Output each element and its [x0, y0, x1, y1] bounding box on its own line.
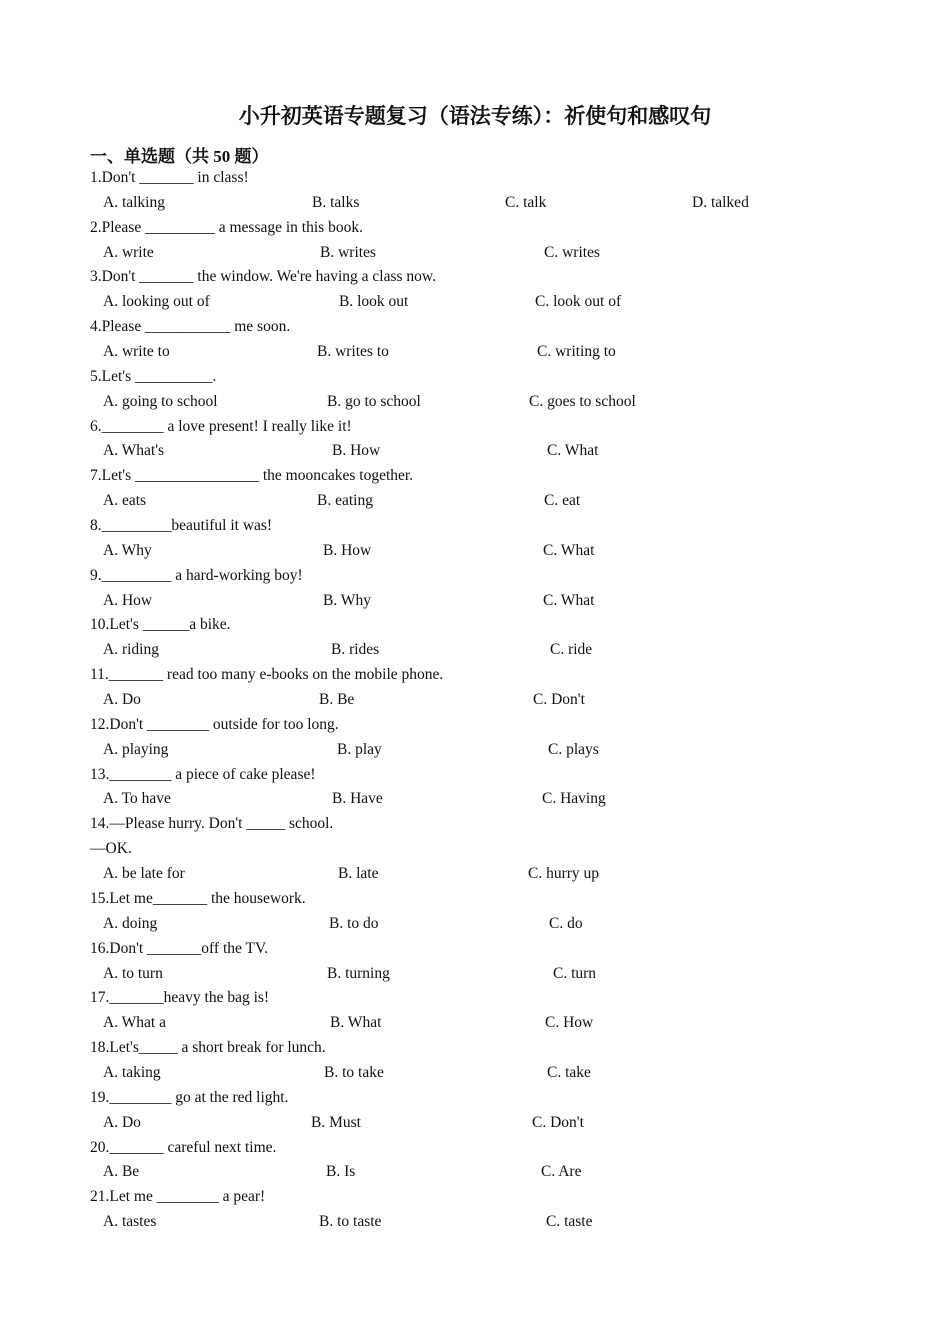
answer-option-c: C. How: [545, 1014, 594, 1032]
answer-option-c: C. Don't: [533, 691, 585, 709]
answer-options: [0, 390, 950, 415]
answer-option-b: B. eating: [317, 492, 373, 510]
question-text: 6.________ a love present! I really like it!: [90, 417, 352, 435]
answer-options: [0, 962, 950, 987]
question-text: 3.Don't _______ the window. We're having a class now.: [90, 268, 436, 286]
answer-option-a: A. Be: [103, 1163, 140, 1181]
answer-option-a: A. tastes: [103, 1213, 157, 1231]
question-8: [0, 514, 950, 564]
answer-options: [0, 1111, 950, 1136]
question-text: 20._______ careful next time.: [90, 1138, 277, 1156]
answer-option-a: A. What's: [103, 442, 165, 460]
answer-options: [0, 489, 950, 514]
answer-option-b: B. Is: [326, 1163, 356, 1181]
answer-option-b: B. writes: [320, 243, 376, 261]
question-20: [0, 1136, 950, 1186]
answer-option-b: B. to take: [324, 1063, 384, 1081]
answer-option-a: A. going to school: [103, 392, 218, 410]
question-text: 18.Let's_____ a short break for lunch.: [90, 1039, 326, 1057]
answer-option-b: B. to taste: [319, 1213, 382, 1231]
answer-options: [0, 589, 950, 614]
answer-options: [0, 1160, 950, 1185]
answer-option-b: B. go to school: [327, 392, 421, 410]
answer-option-b: B. talks: [312, 193, 360, 211]
question-5: [0, 365, 950, 415]
question-list: [0, 166, 950, 1235]
answer-option-a: A. write to: [103, 343, 170, 361]
question-text: 19.________ go at the red light.: [90, 1088, 289, 1106]
answer-option-b: B. late: [338, 865, 379, 883]
answer-options: [0, 1011, 950, 1036]
question-text: 21.Let me ________ a pear!: [90, 1188, 266, 1206]
answer-option-c: C. take: [547, 1063, 591, 1081]
question-12: [0, 713, 950, 763]
answer-options: [0, 738, 950, 763]
question-text: 10.Let's ______a bike.: [90, 616, 231, 634]
answer-option-c: C. taste: [546, 1213, 593, 1231]
question-18: [0, 1036, 950, 1086]
question-text: 12.Don't ________ outside for too long.: [90, 715, 339, 733]
page-title: 小升初英语专题复习（语法专练）：祈使句和感叹句: [238, 104, 712, 128]
answer-option-c: C. turn: [553, 964, 597, 982]
question-9: [0, 564, 950, 614]
answer-options: [0, 340, 950, 365]
answer-option-a: A. doing: [103, 914, 158, 932]
answer-option-b: B. to do: [329, 914, 379, 932]
answer-option-a: A. To have: [103, 790, 171, 808]
question-7: [0, 464, 950, 514]
question-19: [0, 1086, 950, 1136]
answer-option-a: A. riding: [103, 641, 159, 659]
answer-option-b: B. What: [330, 1014, 382, 1032]
question-13: [0, 763, 950, 813]
question-6: [0, 415, 950, 465]
answer-option-a: A. looking out of: [103, 293, 210, 311]
answer-option-a: A. What a: [103, 1014, 166, 1032]
question-14: [0, 812, 950, 887]
answer-option-c: C. Are: [541, 1163, 582, 1181]
question-4: [0, 315, 950, 365]
answer-options: [0, 688, 950, 713]
answer-option-a: A. Do: [103, 1113, 141, 1131]
answer-option-a: A. to turn: [103, 964, 163, 982]
answer-option-b: B. Be: [319, 691, 355, 709]
question-1: [0, 166, 950, 216]
question-text: 16.Don't _______off the TV.: [90, 939, 269, 957]
answer-options: [0, 787, 950, 812]
question-text: 2.Please _________ a message in this book.: [90, 218, 363, 236]
answer-option-c: C. writing to: [537, 343, 616, 361]
answer-options: [0, 912, 950, 937]
answer-option-c: C. talk: [505, 193, 547, 211]
question-text: 11._______ read too many e-books on the mobile phone.: [90, 666, 444, 684]
answer-option-a: A. playing: [103, 740, 169, 758]
answer-option-c: C. What: [543, 591, 595, 609]
answer-option-a: A. be late for: [103, 865, 185, 883]
question-text: 14.—Please hurry. Don't _____ school.: [90, 815, 334, 833]
question-3: [0, 265, 950, 315]
question-text: 9._________ a hard-working boy!: [90, 566, 303, 584]
question-text: —OK.: [90, 840, 132, 858]
answer-options: [0, 241, 950, 266]
answer-option-c: C. plays: [548, 740, 599, 758]
answer-option-b: B. Have: [332, 790, 383, 808]
answer-options: [0, 191, 950, 216]
answer-option-c: C. look out of: [535, 293, 622, 311]
question-text: 15.Let me_______ the housework.: [90, 889, 306, 907]
answer-option-b: B. rides: [331, 641, 380, 659]
answer-option-c: C. eat: [544, 492, 581, 510]
answer-option-a: A. taking: [103, 1063, 161, 1081]
answer-option-b: B. look out: [339, 293, 409, 311]
answer-option-a: A. How: [103, 591, 153, 609]
answer-option-c: C. What: [543, 541, 595, 559]
answer-options: [0, 862, 950, 887]
answer-option-c: C. goes to school: [529, 392, 636, 410]
answer-option-b: B. turning: [327, 964, 390, 982]
question-17: [0, 986, 950, 1036]
answer-option-c: C. What: [547, 442, 599, 460]
question-text: 8._________beautiful it was!: [90, 517, 273, 535]
question-text: 7.Let's ________________ the mooncakes together.: [90, 467, 414, 485]
answer-option-a: A. Do: [103, 691, 141, 709]
answer-option-c: C. writes: [544, 243, 600, 261]
question-text: 1.Don't _______ in class!: [90, 169, 249, 186]
answer-option-a: A. eats: [103, 492, 147, 510]
answer-options: [0, 439, 950, 464]
question-text: 17._______heavy the bag is!: [90, 989, 270, 1007]
answer-option-b: B. Why: [323, 591, 371, 609]
question-2: [0, 216, 950, 266]
question-15: [0, 887, 950, 937]
answer-option-b: B. How: [332, 442, 381, 460]
answer-options: [0, 290, 950, 315]
answer-option-c: C. Having: [542, 790, 606, 808]
question-11: [0, 663, 950, 713]
question-text: 13.________ a piece of cake please!: [90, 765, 316, 783]
answer-option-b: B. How: [323, 541, 372, 559]
answer-options: [0, 539, 950, 564]
answer-option-c: C. Don't: [532, 1113, 584, 1131]
answer-option-d: D. talked: [692, 193, 749, 211]
answer-option-b: B. writes to: [317, 343, 389, 361]
question-text: 5.Let's __________.: [90, 367, 217, 385]
answer-options: [0, 638, 950, 663]
question-text: 4.Please ___________ me soon.: [90, 318, 291, 336]
question-10: [0, 613, 950, 663]
answer-option-a: A. write: [103, 243, 154, 261]
section-heading: 一、单选题（共 50 题）: [90, 147, 269, 166]
answer-options: [0, 1210, 950, 1235]
question-21: [0, 1185, 950, 1235]
answer-option-a: A. Why: [103, 541, 152, 559]
answer-option-c: C. ride: [550, 641, 593, 659]
answer-option-b: B. play: [337, 740, 382, 758]
answer-option-b: B. Must: [311, 1113, 361, 1131]
answer-option-c: C. hurry up: [528, 865, 600, 883]
answer-options: [0, 1061, 950, 1086]
answer-option-a: A. talking: [103, 193, 165, 211]
answer-option-c: C. do: [549, 914, 583, 932]
question-16: [0, 937, 950, 987]
